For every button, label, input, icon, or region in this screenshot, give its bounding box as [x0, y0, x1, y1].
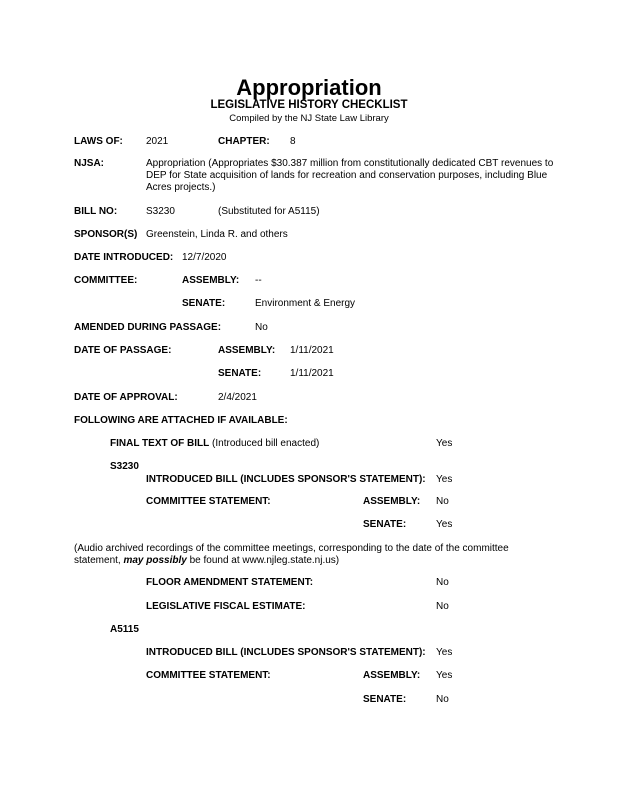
audio-note-line-2: [74, 555, 339, 567]
laws-of-year: 2021: [146, 136, 169, 147]
page-title: Appropriation: [236, 75, 382, 100]
final-text-note: (Introduced bill enacted): [212, 438, 320, 449]
s3230-senate-value: Yes: [436, 519, 453, 530]
a5115-committee-label: COMMITTEE STATEMENT:: [146, 670, 271, 681]
final-text-row: [110, 438, 319, 450]
chapter-label: CHAPTER:: [218, 136, 270, 147]
njsa-line-2: DEP for State acquisition of lands for recreation and conservation purposes, including Blue: [146, 170, 548, 181]
amended-value: No: [255, 322, 268, 333]
sponsor-value: Greenstein, Linda R. and others: [146, 229, 288, 240]
bill-no-value: S3230: [146, 206, 175, 217]
s3230-assembly-value: No: [436, 496, 449, 507]
committee-senate-label: SENATE:: [182, 298, 226, 309]
final-text-value: Yes: [436, 438, 453, 449]
committee-assembly-value: --: [255, 275, 262, 286]
passage-senate-label: SENATE:: [218, 368, 262, 379]
committee-label: COMMITTEE:: [74, 275, 138, 286]
floor-amendment-label: FLOOR AMENDMENT STATEMENT:: [146, 577, 314, 588]
page-subtitle: LEGISLATIVE HISTORY CHECKLIST: [210, 99, 408, 111]
njsa-line-3: Acres projects.): [146, 182, 216, 193]
fiscal-estimate-label: LEGISLATIVE FISCAL ESTIMATE:: [146, 601, 306, 612]
s3230-label: S3230: [110, 461, 139, 472]
a5115-senate-value: No: [436, 694, 449, 705]
passage-assembly-label: ASSEMBLY:: [218, 345, 276, 356]
s3230-assembly-label: ASSEMBLY:: [363, 496, 421, 507]
chapter-value: 8: [290, 136, 296, 147]
audio-note-emphasis: may possibly: [123, 555, 187, 566]
s3230-introduced-value: Yes: [436, 474, 453, 485]
bill-no-label: BILL NO:: [74, 206, 118, 217]
passage-label: DATE OF PASSAGE:: [74, 345, 172, 356]
approval-value: 2/4/2021: [218, 392, 257, 403]
floor-amendment-value: No: [436, 577, 449, 588]
audio-note-line-1: (Audio archived recordings of the committee meetings, corresponding to the date of the committee: [74, 543, 509, 554]
njsa-line-1: Appropriation (Appropriates $30.387 million from constitutionally dedicated CBT revenues to: [146, 158, 554, 169]
njsa-label: NJSA:: [74, 158, 105, 169]
audio-note-text: statement,: [74, 555, 124, 566]
date-introduced-value: 12/7/2020: [182, 252, 227, 263]
passage-assembly-value: 1/11/2021: [290, 345, 334, 356]
committee-senate-value: Environment & Energy: [255, 298, 356, 309]
a5115-senate-label: SENATE:: [363, 694, 407, 705]
passage-senate-value: 1/11/2021: [290, 368, 334, 379]
a5115-assembly-value: Yes: [436, 670, 453, 681]
attached-heading: FOLLOWING ARE ATTACHED IF AVAILABLE:: [74, 415, 288, 426]
substituted-for: (Substituted for A5115): [218, 206, 320, 217]
approval-label: DATE OF APPROVAL:: [74, 392, 178, 403]
final-text-label: FINAL TEXT OF BILL: [110, 438, 210, 449]
s3230-introduced-label: INTRODUCED BILL (INCLUDES SPONSOR'S STATEMENT):: [146, 474, 426, 485]
audio-note-text-end: be found at www.njleg.state.nj.us): [186, 555, 340, 566]
amended-label: AMENDED DURING PASSAGE:: [74, 322, 222, 333]
compiled-by: Compiled by the NJ State Law Library: [229, 113, 389, 124]
sponsor-label: SPONSOR(S): [74, 229, 138, 240]
a5115-label: A5115: [110, 624, 139, 635]
a5115-introduced-label: INTRODUCED BILL (INCLUDES SPONSOR'S STATEMENT):: [146, 647, 426, 658]
committee-assembly-label: ASSEMBLY:: [182, 275, 240, 286]
fiscal-estimate-value: No: [436, 601, 449, 612]
s3230-senate-label: SENATE:: [363, 519, 407, 530]
date-introduced-label: DATE INTRODUCED:: [74, 252, 174, 263]
s3230-committee-label: COMMITTEE STATEMENT:: [146, 496, 271, 507]
laws-of-label: LAWS OF:: [74, 136, 123, 147]
a5115-assembly-label: ASSEMBLY:: [363, 670, 421, 681]
a5115-introduced-value: Yes: [436, 647, 453, 658]
